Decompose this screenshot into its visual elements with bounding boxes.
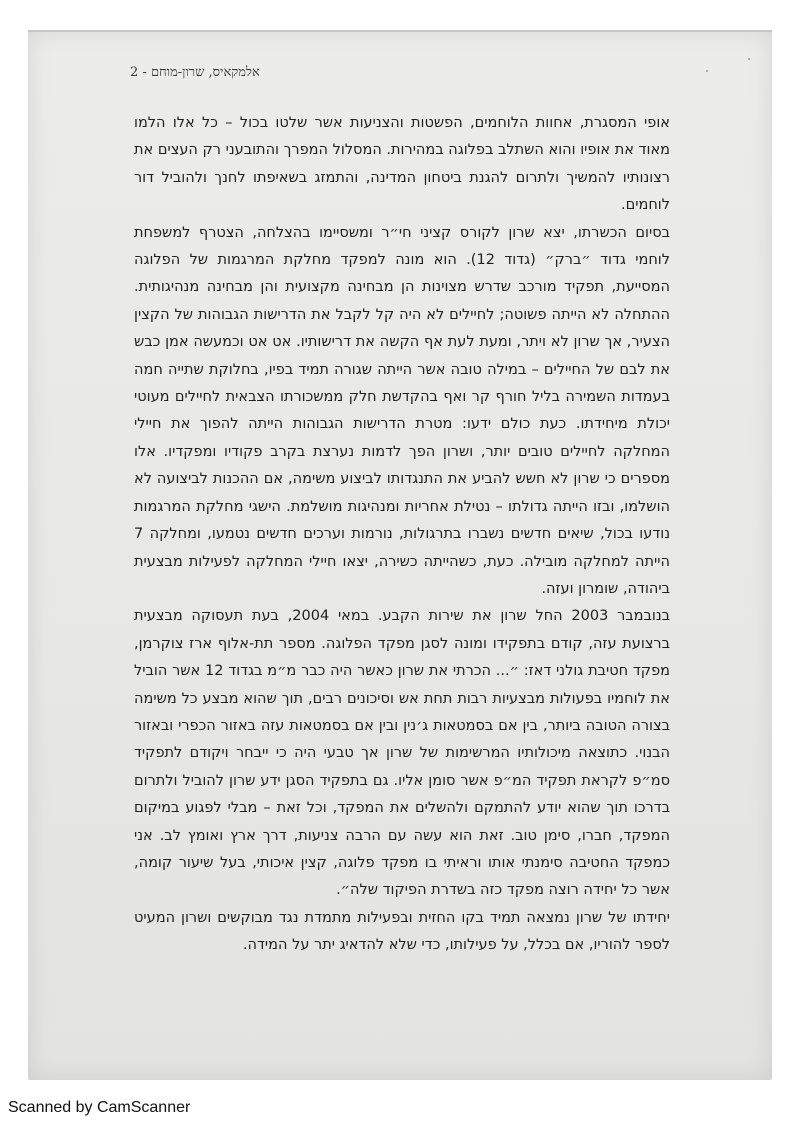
scanner-watermark: Scanned by CamScanner — [8, 1099, 191, 1116]
running-head: אלמקאיס, שרון-מוחם - 2 — [130, 65, 260, 80]
paper-speck — [706, 70, 708, 72]
paper-top-edge — [28, 30, 772, 32]
paragraph-3: בנובמבר 2003 החל שרון את שירות הקבע. במאי 2004, בעת תעסוקה מבצעית ברצועת עזה, קודם בתפקידו ומונה לסגן מפקד הפלוגה. מספר תת-אלוף ארז צוקרמן, מפקד חטיבת גולני דאז: ״... הכרתי את שרון כאשר היה כבר מ״מ בגדוד 12 אשר הוביל את לוחמיו בפעולות מבצעיות רבות תחת אש וסיכונים רבים, תוך שהוא מבצע כל משימה בצורה הטובה ביותר, בין אם בסמטאות ג׳נין ובין אם בסמטאות עזה באזור הכפרי ובאזור הבנוי. כתוצאה מיכולותיו המרשימות של שרון אך טבעי היה כי ייבחר ויקודם לתפקיד סמ״פ לקראת תפקיד המ״פ אשר סומן אליו. גם בתפקיד הסגן ידע שרון להוביל ולתרום בדרכו תוך שהוא יודע להתמקם ולהשלים את המפקד, וכל זאת – מבלי לפגוע במיקום המפקד, חברו, סימן טוב. זאת הוא עשה עם הרבה צניעות, דרך ארץ ואומץ לב. אני כמפקד החטיבה סימנתי אותו וראיתי בו מפקד פלוגה, קצין איכותי, בעל שיעור קומה, אשר כל יחידה רוצה מפקד כזה בשדרת הפיקוד שלה״. — [134, 608, 671, 899]
body-text — [134, 110, 670, 960]
paper-speck — [748, 58, 750, 60]
paragraph-1: אופי המסגרת, אחוות הלוחמים, הפשטות והצניעות אשר שלטו בכול – כל אלו הלמו מאוד את אופיו והוא השתלב בפלוגה במהירות. המסלול המפרך והתובעני רק העצים את רצונותיו להמשיך ולתרום להגנת ביטחון המדינה, והתמזג בשאיפתו לחנך ולהוביל דור לוחמים. — [134, 115, 670, 214]
paragraph-2: בסיום הכשרתו, יצא שרון לקורס קציני חי״ר ומשסיימו בהצלחה, הצטרף למשפחת לוחמי גדוד ״ברק״ (גדוד 12). הוא מונה למפקד מחלקת המרגמות של הפלוגה המסייעת, תפקיד מורכב שדרש מצוינות הן מבחינה מקצועית והן מבחינה מנהיגותית. ההתחלה לא הייתה פשוטה; לחיילים לא היה קל לקבל את הדרישות הגבוהות של הקצין הצעיר, אך שרון לא ויתר, ומעת לעת אף הקשה את דרישותיו. אט אט וכמעשה אמן כבש את לבם של החיילים – במילה טובה אשר הייתה שגורה תמיד בפיו, בחלוקת שתייה חמה בעמדות השמירה בליל חורף קר ואף בהקדשת חלק ממשכורתו הצבאית לחיילים מעוטי יכולת מיחידתו. כעת כולם ידעו: מטרת הדרישות הגבוהות הייתה להפוך את חיילי המחלקה לחיילים טובים יותר, ושרון הפך לדמות נערצת בקרב פקודיו ומפקדיו. אלו מספרים כי שרון לא חשש להביע את התנגדותו לביצוע משימה, אם ההכנות לביצועה לא הושלמו, ובזו הייתה גדולתו – נטילת אחריות ומנהיגות מושלמת. הישגי מחלקת המרגמות נודעו בכול, שיאים חדשים נשברו בתרגולות, נורמות וערכים חדשים נטמעו, ומחלקה 7 הייתה למחלקה מובילה. כעת, כשהייתה כשירה, יצאו חיילי המחלקה לפעילות מבצעית ביהודה, שומרון ועזה. — [134, 224, 670, 597]
paragraph-4: יחידתו של שרון נמצאה תמיד בקו החזית ובפעילות מתמדת נגד מבוקשים ושרון המעיט לספר להוריו, אם בכלל, על פעילותו, כדי שלא להדאיג יתר על המידה. — [134, 909, 670, 954]
